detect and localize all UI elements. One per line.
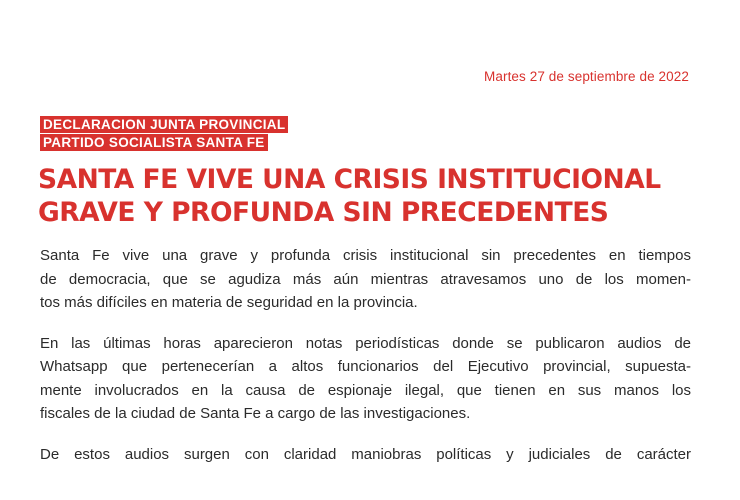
paragraph-3: [40, 443, 700, 467]
headline-line: GRAVE Y PROFUNDA SIN PRECEDENTES: [38, 197, 609, 228]
paragraph-line: De estos audios surgen con claridad maniobras políticas y judiciales de carácter: [40, 445, 691, 463]
paragraph-line: fiscales de la ciudad de Santa Fe a cargo de las investigaciones.: [40, 405, 471, 422]
paragraph-line: mente involucrados en la causa de espionaje ilegal, que tienen en sus manos los: [40, 381, 691, 399]
paragraph-line: En las últimas horas aparecieron notas periodísticas donde se publicaron audios de: [40, 334, 691, 352]
tag-declaration: DECLARACION JUNTA PROVINCIAL: [40, 116, 288, 133]
headline-line: SANTA FE VIVE UNA CRISIS INSTITUCIONAL: [38, 164, 661, 195]
paragraph-line: tos más difíciles en materia de seguridad en la provincia.: [40, 294, 418, 311]
document-date: Martes 27 de septiembre de 2022: [484, 69, 689, 84]
document-body: [40, 244, 700, 483]
paragraph-line: Whatsapp que pertenecerían a altos funcionarios del Ejecutivo provincial, supuesta-: [40, 358, 691, 375]
tag-party: PARTIDO SOCIALISTA SANTA FE: [40, 134, 268, 151]
paragraph-line: de democracia, que se agudiza más aún mientras atravesamos uno de los momen-: [40, 270, 691, 288]
paragraph-line: Santa Fe vive una grave y profunda crisis institucional sin precedentes en tiempos: [40, 247, 691, 264]
paragraph-2: [40, 332, 700, 426]
tag-group: [40, 116, 288, 152]
headline: [38, 163, 718, 229]
paragraph-1: [40, 244, 700, 315]
